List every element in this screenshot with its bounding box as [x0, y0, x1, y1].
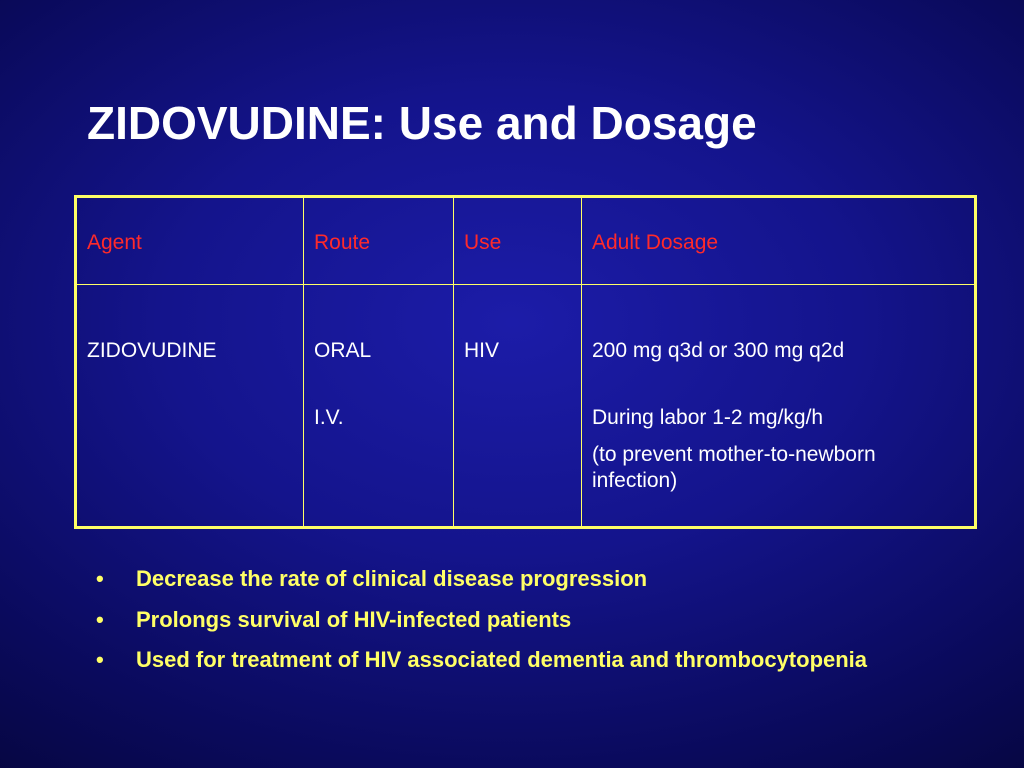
header-agent: Agent [76, 197, 304, 285]
list-item [96, 565, 876, 593]
dosage-iv-note: (to prevent mother-to-newborn infection) [592, 443, 876, 492]
dosage-oral: 200 mg q3d or 300 mg q2d [592, 339, 845, 362]
use-value: HIV [464, 339, 500, 362]
bullet-text: Prolongs survival of HIV-infected patients [136, 606, 572, 632]
dosage-iv: During labor 1-2 mg/kg/h [592, 406, 824, 430]
table-header-row [76, 197, 976, 285]
slide-title: ZIDOVUDINE: Use and Dosage [87, 97, 757, 149]
route-oral: ORAL [314, 339, 372, 362]
header-route: Route [304, 197, 454, 285]
dosage-table [74, 195, 977, 529]
table-row [76, 285, 976, 528]
bullet-icon: • [96, 606, 104, 632]
cell-agent [76, 285, 304, 528]
list-item [96, 606, 876, 634]
cell-use [454, 285, 582, 528]
bullet-list [96, 565, 876, 687]
cell-adult-dosage [582, 285, 976, 528]
header-adult-dosage: Adult Dosage [582, 197, 976, 285]
bullet-text: Decrease the rate of clinical disease progression [136, 566, 648, 591]
header-use: Use [454, 197, 582, 285]
bullet-icon: • [96, 647, 104, 672]
route-iv: I.V. [314, 406, 344, 430]
list-item [96, 646, 876, 674]
agent-name: ZIDOVUDINE [87, 339, 217, 362]
cell-route [304, 285, 454, 528]
bullet-icon: • [96, 566, 104, 591]
bullet-text: Used for treatment of HIV associated dementia and thrombocytopenia [136, 647, 868, 672]
